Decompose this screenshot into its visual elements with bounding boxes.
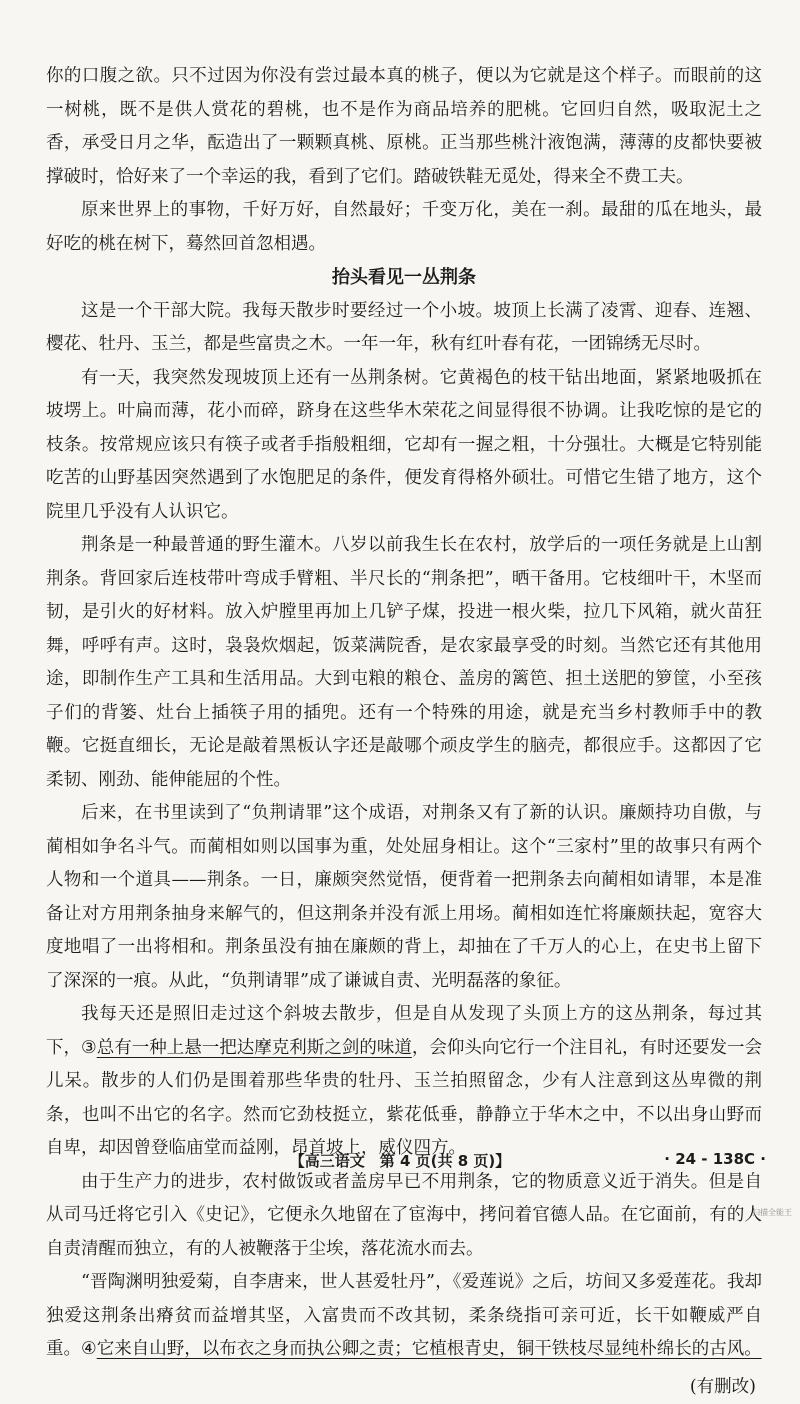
essay-paragraph-7 [46,1266,762,1367]
page-footer [0,1150,800,1180]
essay-paragraph-5 [46,998,762,1166]
paragraph-top-2: 原来世界上的事物，千好万好，自然最好；千变万化，美在一刹。最甜的瓜在地头，最好吃的桃在树下，蓦然回首忽相遇。 [46,194,762,261]
essay-paragraph-2: 有一天，我突然发现坡顶上还有一丛荆条树。它黄褐色的枝干钻出地面，紧紧地吸抓在坡塄上。叶扁而薄，花小而碎，跻身在这些华木荣花之间显得很不协调。让我吃惊的是它的枝条。按常规应该只有筷子或者手指般粗细，它却有一握之粗，十分强壮。大概是它特别能吃苦的山野基因突然遇到了水饱肥足的条件，便发育得格外硕壮。可惜它生错了地方，这个院里几乎没有人认识它。 [46,362,762,530]
p5-text-pre: 我每天还是照旧走过这个斜坡去散步，但是自从发现了头顶上方的这丛荆条，每过其下， [46,1004,762,1058]
marker-4: ④ [81,1339,97,1359]
underlined-sentence-3: 总有一种上悬一把达摩克利斯之剑的味道 [97,1038,412,1058]
essay-paragraph-1: 这是一个干部大院。我每天散步时要经过一个小坡。坡顶上长满了凌霄、迎春、连翘、樱花、牡丹、玉兰，都是些富贵之木。一年一年，秋有红叶春有花，一团锦绣无尽时。 [46,295,762,362]
essay-paragraph-4: 后来，在书里读到了“负荆请罪”这个成语，对荆条又有了新的认识。廉颇持功自傲，与蔺相如争名斗气。而蔺相如则以国事为重，处处屈身相让。这个“三家村”里的故事只有两个人物和一个道具——荆条。一日，廉颇突然觉悟，便背着一把荆条去向蔺相如请罪，本是准备让对方用荆条抽身来解气的，但这荆条并没有派上用场。蔺相如连忙将廉颇扶起，宽容大度地唱了一出将相和。荆条虽没有抽在廉颇的背上，却抽在了千万人的心上，在史书上留下了深深的一痕。从此，“负荆请罪”成了谦诚自责、光明磊落的象征。 [46,797,762,998]
p5-text-post: ，会仰头向它行一个注目礼，有时还要发一会儿呆。散步的人们仍是围着那些华贵的牡丹、玉兰拍照留念，少有人注意到这丛卑微的荆条，也叫不出它的名字。然而它劲枝挺立，紫花低垂，静静立于华木之中，不以出身山野而自卑，却因曾登临庙堂而益刚，昂首坡上，威仪四方。 [46,1038,762,1159]
essay-title: 抬头看见一丛荆条 [46,261,762,295]
underlined-sentence-4: 它来自山野，以布衣之身而执公卿之责；它植根青史，铜干铁枝尽显纯朴绵长的古风。 [97,1339,762,1359]
scanner-watermark: 扫描全能王 [752,1207,792,1218]
edit-note: (有删改) [46,1371,762,1404]
footer-page-info: 【高三语文 第 4 页(共 8 页)】 [0,1150,800,1171]
footer-code: · 24 - 138C · [664,1150,766,1168]
essay-paragraph-3: 荆条是一种最普通的野生灌木。八岁以前我生长在农村，放学后的一项任务就是上山割荆条。背回家后连枝带叶弯成手臂粗、半尺长的“荆条把”，晒干备用。它枝细叶干，木坚而韧，是引火的好材料。放入炉膛里再加上几铲子煤，投进一根火柴，拉几下风箱，就火苗狂舞，呼呼有声。这时，袅袅炊烟起，饭菜满院香，是农家最享受的时刻。当然它还有其他用途，即制作生产工具和生活用品。大到屯粮的粮仓、盖房的篱笆、担土送肥的箩筐，小至孩子们的背篓、灶台上插筷子用的插兜。还有一个特殊的用途，就是充当乡村教师手中的教鞭。它挺直细长，无论是敲着黑板认字还是敲哪个顽皮学生的脑壳，都很应手。这都因了它柔韧、刚劲、能伸能屈的个性。 [46,529,762,797]
paragraph-top-1: 你的口腹之欲。只不过因为你没有尝过最本真的桃子，便以为它就是这个样子。而眼前的这一树桃，既不是供人赏花的碧桃，也不是作为商品培养的肥桃。它回归自然，吸取泥土之香，承受日月之华，酝造出了一颗颗真桃、原桃。正当那些桃汁液饱满，薄薄的皮都快要被撑破时，恰好来了一个幸运的我，看到了它们。踏破铁鞋无觅处，得来全不费工夫。 [46,60,762,194]
essay-paragraph-6: 由于生产力的进步，农村做饭或者盖房早已不用荆条，它的物质意义近于消失。但是自从司马迁将它引入《史记》，它便永久地留在了宦海中，拷问着官德人品。在它面前，有的人自责清醒而独立，有的人被鞭落于尘埃，落花流水而去。 [46,1166,762,1267]
marker-3: ③ [81,1038,97,1058]
p7-text-pre: “晋陶渊明独爱菊，自李唐来，世人甚爱牡丹”，《爱莲说》之后，坊间又多爱莲花。我却独爱这荆条出瘠贫而益增其坚，入富贵而不改其韧，柔条绕指可亲可近，长干如鞭威严自重。 [46,1272,762,1359]
document-page [46,60,762,1404]
